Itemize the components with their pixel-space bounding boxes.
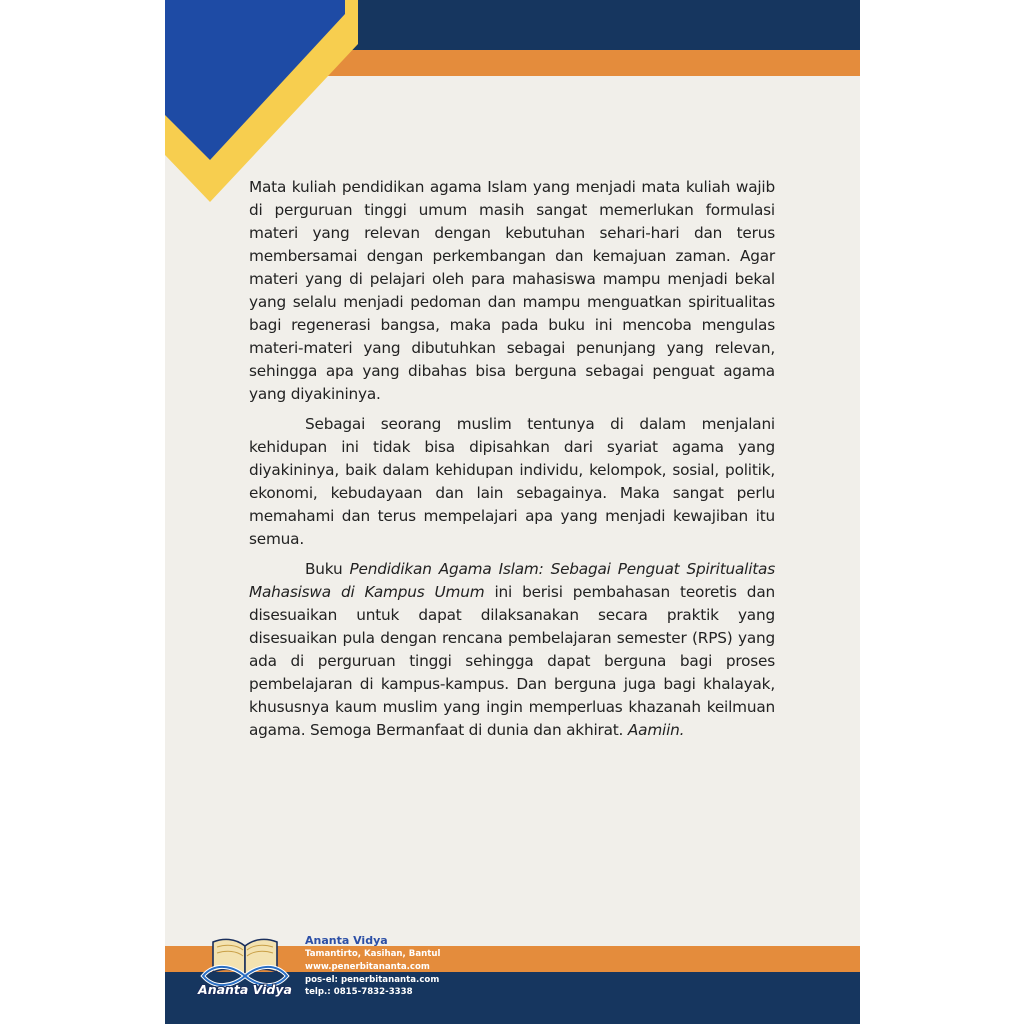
blurb-paragraph-2: Sebagai seorang muslim tentunya di dalam menjalani kehidupan ini tidak bisa dipisahkan dari syariat agama yang diyakininya, baik dalam kehidupan individu, kelompok, sosial, politik, ekonomi, kebudayaan dan lain sebagainya. Maka sangat perlu memahami dan terus mempelajari apa yang menjadi kewajiban itu semua. <box>249 415 775 548</box>
back-cover <box>165 0 860 1024</box>
blurb-paragraph-3 <box>249 558 775 742</box>
publisher-website: www.penerbitananta.com <box>305 961 430 972</box>
blurb-paragraph-1: Mata kuliah pendidikan agama Islam yang menjadi mata kuliah wajib di perguruan tinggi umum masih sangat memerlukan formulasi materi yang relevan dengan kebutuhan sehari-hari dan terus membersamai dengan perkembangan dan kemajuan zaman. Agar materi yang di pelajari oleh para mahasiswa mampu menjadi bekal yang selalu menjadi pedoman dan mampu menguatkan spiritualitas bagi regenerasi bangsa, maka pada buku ini mencoba mengulas materi-materi yang dibutuhkan sebagai penunjang yang relevan, sehingga apa yang dibahas bisa berguna sebagai penguat agama yang diyakininya. <box>249 178 775 403</box>
blurb-p3-middle: ini berisi pembahasan teoretis dan disesuaikan untuk dapat dilaksanakan secara praktik yang disesuaikan pula dengan rencana pembelajaran semester (RPS) yang ada di perguruan tinggi sehingga dapat berguna bagi proses pembelajaran di kampus-kampus. Dan berguna juga bagi khalayak, khususnya kaum muslim yang ingin memperluas khazanah keilmuan agama. Semoga Bermanfaat di dunia dan akhirat. <box>249 583 775 739</box>
publisher-name: Ananta Vidya <box>305 934 388 947</box>
publisher-phone: telp.: 0815-7832-3338 <box>305 987 413 998</box>
publisher-info <box>305 934 440 999</box>
blurb-p3-start: Buku <box>305 560 350 578</box>
book-title: Pendidikan Agama Islam: Sebagai Penguat Spiritualitas Mahasiswa di Kampus Umum <box>249 560 775 601</box>
publisher-logo <box>195 932 295 1004</box>
blurb-text <box>249 176 775 749</box>
publisher-address: Tamantirto, Kasihan, Bantul <box>305 949 441 959</box>
open-book-icon <box>195 932 295 988</box>
logo-wordmark: Ananta Vidya <box>198 982 292 997</box>
publisher-email: pos-el: penerbitananta.com <box>305 974 440 985</box>
blurb-p3-end: Aamiin. <box>627 721 685 739</box>
